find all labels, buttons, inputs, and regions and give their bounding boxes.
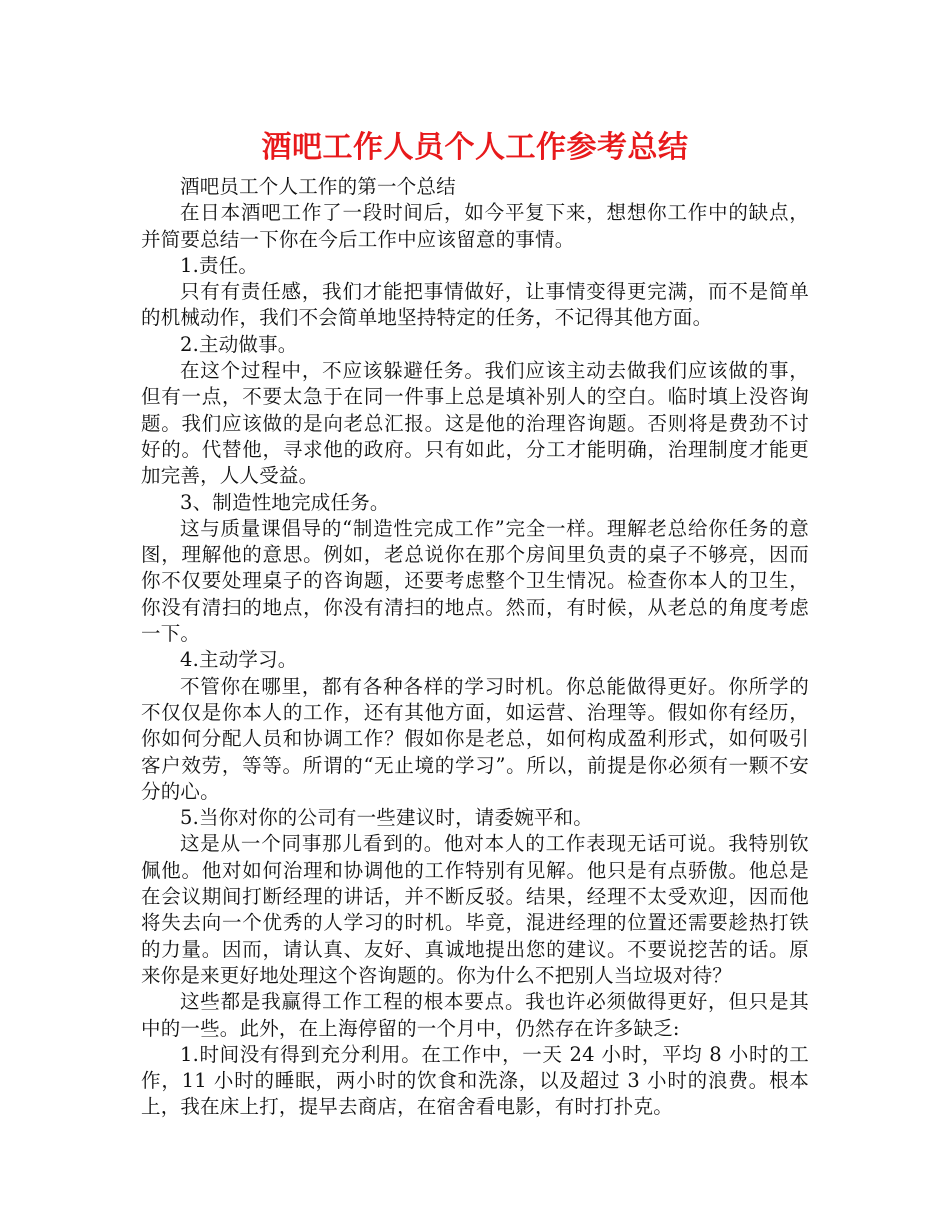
paragraph: 只有有责任感，我们才能把事情做好，让事情变得更完满，而不是简单的机械动作，我们不会简单地坚持特定的任务，不记得其他方面。 bbox=[141, 280, 809, 330]
paragraph: 这些都是我赢得工作工程的根本要点。我也许必须做得更好，但只是其中的一些。此外，在上海停留的一个月中，仍然存在许多缺乏: bbox=[141, 990, 809, 1040]
paragraph: 4.主动学习。 bbox=[180, 648, 298, 672]
paragraph: 这是从一个同事那儿看到的。他对本人的工作表现无话可说。我特别钦佩他。他对如何治理和协调他的工作特别有见解。他只是有点骄傲。他总是在会议期间打断经理的讲话，并不断反驳。结果，经理不太受欢迎，因而他将失去向一个优秀的人学习的时机。毕竟，混进经理的位置还需要趁热打铁的力量。因而，请认真、友好、真诚地提出您的建议。不要说挖苦的话。原来你是来更好地处理这个咨询题的。你为什么不把别人当垃圾对待？ bbox=[141, 832, 809, 987]
document-title: 酒吧工作人员个人工作参考总结 bbox=[261, 130, 689, 165]
paragraph: 5.当你对你的公司有一些建议时，请委婉平和。 bbox=[180, 806, 594, 830]
paragraph: 这与质量课倡导的“制造性完成工作”完全一样。理解老总给你任务的意图，理解他的意思。例如，老总说你在那个房间里负责的桌子不够亮，因而你不仅要处理桌子的咨询题，还要考虑整个卫生情况。检查你本人的卫生，你没有清扫的地点，你没有清扫的地点。然而，有时候，从老总的角度考虑一下。 bbox=[141, 516, 809, 646]
paragraph: 不管你在哪里，都有各种各样的学习时机。你总能做得更好。你所学的不仅仅是你本人的工作，还有其他方面，如运营、治理等。假如你有经历，你如何分配人员和协调工作？假如你是老总，如何构成盈利形式，如何吸引客户效劳，等等。所谓的“无止境的学习”。所以，前提是你必须有一颗不安分的心。 bbox=[141, 674, 809, 803]
paragraph: 1.时间没有得到充分利用。在工作中，一天 24 小时，平均 8 小时的工作，11 小时的睡眠，两小时的饮食和洗涤，以及超过 3 小时的浪费。根本上，我在床上打，提早去商店，在宿舍看电影，有时打扑克。 bbox=[141, 1042, 809, 1119]
paragraph: 在这个过程中，不应该躲避任务。我们应该主动去做我们应该做的事，但有一点，不要太急于在同一件事上总是填补别人的空白。临时填上没咨询题。我们应该做的是向老总汇报。这是他的治理咨询题。否则将是费劲不讨好的。代替他，寻求他的政府。只有如此，分工才能明确，治理制度才能更加完善，人人受益。 bbox=[141, 359, 809, 488]
paragraph: 2.主动做事。 bbox=[180, 332, 298, 356]
paragraph: 在日本酒吧工作了一段时间后，如今平复下来，想想你工作中的缺点，并简要总结一下你在今后工作中应该留意的事情。 bbox=[141, 201, 809, 251]
document-body bbox=[141, 174, 809, 1121]
paragraph: 3、制造性地完成任务。 bbox=[180, 490, 390, 514]
document-page bbox=[141, 128, 809, 1121]
paragraph: 酒吧员工个人工作的第一个总结 bbox=[180, 175, 456, 198]
paragraph: 1.责任。 bbox=[180, 253, 259, 277]
